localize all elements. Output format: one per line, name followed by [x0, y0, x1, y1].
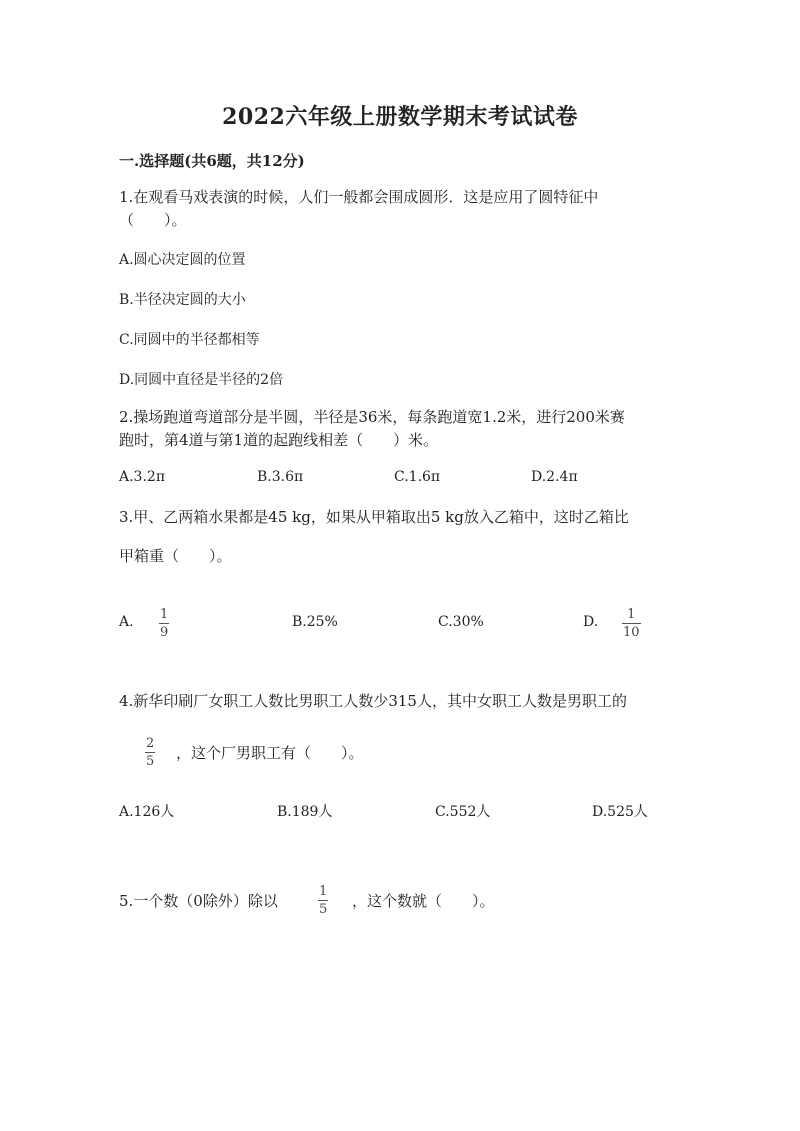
question-5-fraction — [318, 884, 328, 917]
question-1-option-c: C.同圆中的半径都相等 — [119, 332, 260, 348]
question-1-option-b: B.半径决定圆的大小 — [119, 292, 246, 308]
fraction-numerator: 1 — [160, 607, 169, 622]
question-4-option-a: A.126人 — [119, 804, 175, 820]
question-3-line-1: 3.甲、乙两箱水果都是45 kg，如果从甲箱取出5 kg放入乙箱中，这时乙箱比 — [119, 508, 629, 526]
question-4-line-2: ，这个厂男职工有（ ）。 — [176, 744, 364, 762]
question-2-line-2: 跑时，第4道与第1道的起跑线相差（ ）米。 — [119, 431, 439, 449]
fraction-bar — [145, 752, 155, 753]
page-title: 2022六年级上册数学期末考试试卷 — [222, 104, 578, 130]
question-4-option-c: C.552人 — [435, 804, 491, 820]
fraction-numerator: 2 — [146, 736, 155, 751]
section-heading: 一.选择题(共6题，共12分) — [119, 152, 305, 170]
question-2-line-1: 2.操场跑道弯道部分是半圆，半径是36米，每条跑道宽1.2米，进行200米赛 — [119, 408, 625, 426]
question-3-option-a-label: A. — [119, 614, 134, 630]
question-4-line-1: 4.新华印刷厂女职工人数比男职工人数少315人，其中女职工人数是男职工的 — [119, 692, 627, 710]
question-1-option-a: A.圆心决定圆的位置 — [119, 252, 246, 268]
question-1-line-1: 1.在观看马戏表演的时候，人们一般都会围成圆形．这是应用了圆特征中 — [119, 188, 599, 206]
question-2-option-c: C.1.6π — [394, 469, 441, 485]
fraction-denominator: 5 — [319, 902, 328, 917]
question-3-option-c: C.30% — [438, 614, 484, 630]
question-1-option-d: D.同圆中直径是半径的2倍 — [119, 372, 284, 388]
fraction-denominator: 10 — [623, 625, 640, 640]
question-3-option-d-label: D. — [583, 614, 599, 630]
question-2-option-b: B.3.6π — [257, 469, 304, 485]
fraction-numerator: 1 — [319, 884, 328, 899]
question-5-suffix: ，这个数就（ ）。 — [352, 892, 495, 910]
fraction-bar — [622, 623, 641, 624]
question-5-prefix: 5.一个数（0除外）除以 — [119, 892, 278, 910]
question-2-option-d: D.2.4π — [531, 469, 578, 485]
question-3-option-a-fraction — [159, 607, 169, 640]
question-3-option-b: B.25% — [292, 614, 338, 630]
question-3-line-2: 甲箱重（ ）。 — [119, 547, 232, 565]
question-2-option-a: A.3.2π — [119, 469, 166, 485]
fraction-numerator: 1 — [627, 607, 636, 622]
fraction-bar — [159, 623, 169, 624]
question-4-fraction — [145, 736, 155, 769]
fraction-denominator: 9 — [160, 625, 169, 640]
question-3-option-d-fraction — [622, 607, 641, 640]
question-4-option-b: B.189人 — [277, 804, 333, 820]
fraction-bar — [318, 900, 328, 901]
question-1-line-2: （ ）。 — [119, 211, 187, 229]
question-4-option-d: D.525人 — [592, 804, 648, 820]
fraction-denominator: 5 — [146, 754, 155, 769]
